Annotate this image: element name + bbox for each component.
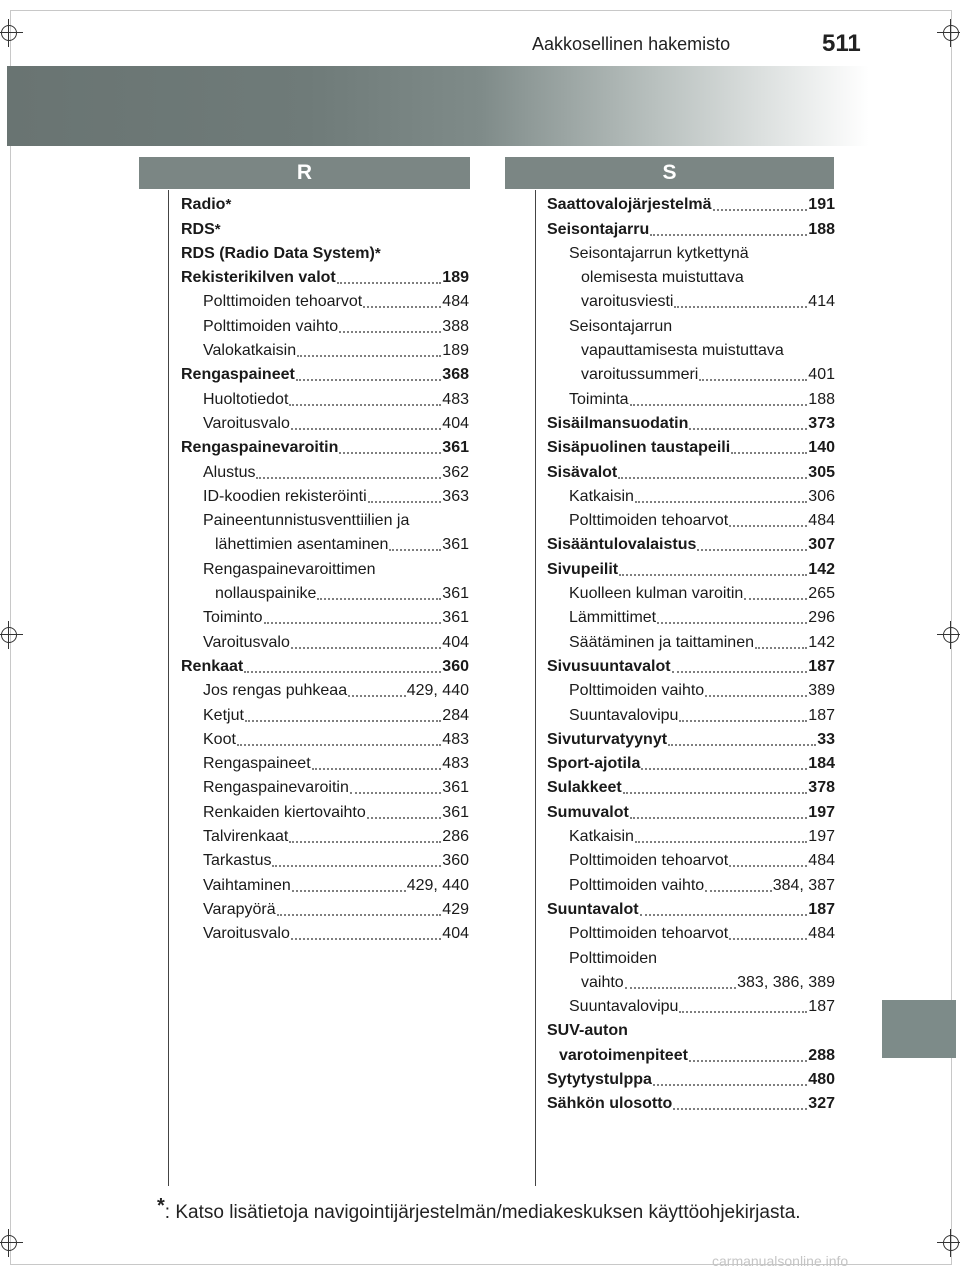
thumb-index-tab	[882, 1000, 956, 1058]
index-entry-term: Suuntavalot	[547, 900, 639, 918]
index-entry-page: 404	[442, 414, 469, 432]
index-entry-term: vaihto	[581, 973, 624, 991]
index-entry-term: Sulakkeet	[547, 779, 622, 797]
index-entry-page: 480	[808, 1070, 835, 1088]
index-entry-page: 361	[442, 803, 469, 821]
dot-leader	[337, 268, 442, 284]
index-entry-term: Sisääntulovalaistus	[547, 536, 697, 554]
index-entry-term: Varoitusvalo	[203, 414, 290, 432]
index-entry-term: Koot	[203, 730, 236, 748]
column-divider	[535, 190, 536, 1186]
index-entry-term: Polttimoiden	[569, 949, 658, 967]
index-entry	[547, 506, 835, 530]
index-entry	[547, 700, 835, 724]
index-entry	[547, 773, 835, 797]
index-entry-term: varoitussummeri	[581, 366, 699, 384]
index-entry	[547, 603, 835, 627]
index-entry-term: Valokatkaisin	[203, 342, 297, 360]
index-entry	[181, 797, 469, 821]
dot-leader	[292, 876, 406, 892]
index-entry	[181, 579, 469, 603]
dot-leader	[244, 657, 441, 673]
index-entry-page: 388	[442, 317, 469, 335]
index-entry-page: 361	[442, 609, 469, 627]
index-entry-page: 360	[442, 852, 469, 870]
index-entry-page: 383, 386, 389	[737, 973, 835, 991]
index-entry	[547, 263, 835, 287]
footnote-text: : Katso lisätietoja navigointijärjestelmän/mediakeskuksen käyttöohjekirjasta.	[164, 1202, 801, 1223]
index-entry	[181, 919, 469, 943]
dot-leader	[705, 876, 772, 892]
index-entry-page: 484	[808, 512, 835, 530]
index-entry-page: 483	[442, 390, 469, 408]
dot-leader	[653, 1070, 807, 1086]
index-entry-term: Saattovalojärjestelmä	[547, 196, 712, 214]
dot-leader	[705, 681, 807, 697]
dot-leader	[673, 1094, 807, 1110]
index-entry-term: Jos rengas puhkeaa	[203, 682, 348, 700]
index-entry	[181, 457, 469, 481]
index-entry-term: Sivusuuntavalot	[547, 657, 671, 675]
index-entry	[547, 360, 835, 384]
dot-leader	[368, 487, 442, 503]
index-entry-page: 362	[442, 463, 469, 481]
index-entry	[181, 870, 469, 894]
index-entry	[547, 1040, 835, 1064]
index-entry-term: Polttimoiden tehoarvot	[569, 512, 729, 530]
header-banner	[7, 66, 869, 146]
index-entry	[547, 725, 835, 749]
index-entry	[181, 749, 469, 773]
index-entry-term: Toiminta	[569, 390, 629, 408]
index-entry	[547, 1089, 835, 1113]
dot-leader	[668, 730, 816, 746]
index-entry	[547, 919, 835, 943]
index-entry-page: 373	[808, 414, 835, 432]
dot-leader	[296, 365, 441, 381]
index-entry-term: Katkaisin	[569, 828, 634, 846]
registration-mark-icon	[0, 22, 20, 44]
index-entry-page: 483	[442, 755, 469, 773]
index-entry	[547, 846, 835, 870]
index-entry-term: lähettimien asentaminen	[215, 536, 389, 554]
dot-leader	[729, 851, 807, 867]
footnote-marker: *	[374, 244, 381, 262]
index-entry-term: Paineentunnistusventtiilien ja	[203, 512, 410, 530]
index-entry	[181, 287, 469, 311]
index-entry-term: Talvirenkaat	[203, 828, 289, 846]
index-entry	[181, 895, 469, 919]
index-entry-term: Polttimoiden tehoarvot	[203, 293, 363, 311]
index-entry-page: 305	[808, 463, 835, 481]
dot-leader	[689, 414, 807, 430]
dot-leader	[729, 924, 807, 940]
index-entry	[547, 992, 835, 1016]
dot-leader	[291, 633, 441, 649]
index-entry-page: 188	[808, 390, 835, 408]
index-entry-term: vapauttamisesta muistuttava	[581, 342, 784, 360]
index-entry-page: 187	[808, 900, 835, 918]
index-entry-page: 404	[442, 925, 469, 943]
index-entry-term: Rengaspaineet	[181, 366, 295, 384]
index-entry	[547, 749, 835, 773]
index-entry-term: Rengaspainevaroittimen	[203, 560, 376, 578]
index-entry-term: Seisontajarrun	[569, 317, 673, 335]
index-entry-term: Varapyörä	[203, 900, 276, 918]
dot-leader	[729, 511, 807, 527]
index-entry-term: Varoitusvalo	[203, 633, 290, 651]
index-entry	[181, 530, 469, 554]
dot-leader	[630, 803, 808, 819]
index-entry-page: 188	[808, 220, 835, 238]
index-entry-page: 187	[808, 657, 835, 675]
index-entry-term: Lämmittimet	[569, 609, 657, 627]
dot-leader	[744, 584, 807, 600]
index-entry-term: Toiminto	[203, 609, 263, 627]
index-entry-term: Sähkön ulosotto	[547, 1095, 673, 1113]
index-entry	[547, 530, 835, 554]
dot-leader	[291, 924, 441, 940]
index-entry	[181, 214, 469, 238]
dot-leader	[657, 608, 807, 624]
dot-leader	[679, 706, 807, 722]
dot-leader	[291, 414, 441, 430]
index-entry	[547, 895, 835, 919]
index-entry-term: Säätäminen ja taittaminen	[569, 633, 754, 651]
index-entry	[547, 652, 835, 676]
dot-leader	[674, 292, 807, 308]
index-entry-term: Tarkastus	[203, 852, 272, 870]
index-entry-page: 378	[808, 779, 835, 797]
index-entry	[181, 263, 469, 287]
dot-leader	[277, 900, 442, 916]
index-entry-term: Alustus	[203, 463, 256, 481]
index-entry-page: 389	[808, 682, 835, 700]
index-entry	[547, 311, 835, 335]
dot-leader	[755, 633, 807, 649]
index-entry-term: ID-koodien rekisteröinti	[203, 487, 367, 505]
index-entry-page: 306	[808, 487, 835, 505]
index-entry-term: Rengaspainevaroitin	[181, 439, 339, 457]
section-title: Aakkosellinen hakemisto	[532, 34, 731, 54]
footnote-marker: *	[214, 220, 221, 238]
index-entry-term: RDS	[181, 220, 215, 238]
registration-mark-icon	[0, 624, 20, 646]
index-entry-term: RDS (Radio Data System)	[181, 244, 375, 262]
index-entry-term: Huoltotiedot	[203, 390, 289, 408]
index-entry-term: Vaihtaminen	[203, 876, 291, 894]
index-entry	[547, 433, 835, 457]
index-entry-page: 189	[442, 342, 469, 360]
dot-leader	[679, 997, 807, 1013]
index-entry-page: 191	[808, 196, 835, 214]
index-entry-term: Rengaspainevaroitin	[203, 779, 349, 797]
dot-leader	[297, 341, 441, 357]
index-entry-page: 296	[808, 609, 835, 627]
index-entry-term: Sivuturvatyynyt	[547, 730, 668, 748]
index-entry-term: Polttimoiden vaihto	[569, 876, 705, 894]
index-entry-term: Ketjut	[203, 706, 244, 724]
index-entry	[547, 239, 835, 263]
dot-leader	[289, 390, 441, 406]
index-entry	[181, 360, 469, 384]
column-header-s: S	[505, 157, 834, 189]
index-entry-term: Sumuvalot	[547, 803, 629, 821]
index-entry	[181, 433, 469, 457]
index-entry	[181, 554, 469, 578]
index-entry	[547, 1016, 835, 1040]
dot-leader	[623, 778, 808, 794]
dot-leader	[630, 390, 808, 406]
dot-leader	[618, 463, 807, 479]
dot-leader	[389, 535, 441, 551]
dot-leader	[256, 463, 441, 479]
index-entry-page: 288	[808, 1046, 835, 1064]
dot-leader	[237, 730, 441, 746]
index-entry-page: 307	[808, 536, 835, 554]
index-entry	[547, 943, 835, 967]
index-entry	[181, 627, 469, 651]
index-entry-term: Suuntavalovipu	[569, 706, 679, 724]
index-entry-term: Sisäilmansuodatin	[547, 414, 689, 432]
index-entry-term: Seisontajarru	[547, 220, 650, 238]
dot-leader	[348, 681, 406, 697]
index-entry-term: varotoimenpiteet	[559, 1046, 688, 1064]
dot-leader	[312, 754, 442, 770]
index-entry	[547, 287, 835, 311]
index-entry	[181, 603, 469, 627]
footnote-star: *	[157, 1195, 165, 1217]
index-entry	[547, 384, 835, 408]
dot-leader	[650, 220, 807, 236]
dot-leader	[289, 827, 441, 843]
index-entry-term: Renkaat	[181, 657, 244, 675]
dot-leader	[619, 560, 807, 576]
index-entry	[181, 384, 469, 408]
dot-leader	[635, 487, 807, 503]
dot-leader	[699, 365, 807, 381]
column-header-r: R	[139, 157, 470, 189]
index-entry	[547, 822, 835, 846]
index-entry-page: 187	[808, 706, 835, 724]
dot-leader	[641, 754, 807, 770]
index-entry	[547, 457, 835, 481]
dot-leader	[272, 851, 441, 867]
index-entry	[547, 336, 835, 360]
index-entry-page: 429	[442, 900, 469, 918]
index-entry-term: Sisäpuolinen taustapeili	[547, 439, 731, 457]
index-entry-page: 284	[442, 706, 469, 724]
index-entry	[181, 773, 469, 797]
index-entry	[547, 968, 835, 992]
index-entry-page: 484	[808, 852, 835, 870]
index-entry-term: SUV-auton	[547, 1022, 628, 1040]
dot-leader	[713, 195, 808, 211]
dot-leader	[363, 292, 441, 308]
index-entry-term: Varoitusvalo	[203, 925, 290, 943]
footnote-marker: *	[225, 196, 232, 214]
index-entry	[181, 676, 469, 700]
index-entry-page: 368	[442, 366, 469, 384]
index-entry	[181, 311, 469, 335]
index-entry	[181, 482, 469, 506]
dot-leader	[635, 827, 807, 843]
index-entry-term: Sisävalot	[547, 463, 618, 481]
index-entry-term: Kuolleen kulman varoitin	[569, 585, 744, 603]
dot-leader	[350, 778, 441, 794]
index-entry	[547, 482, 835, 506]
index-entry	[547, 870, 835, 894]
index-entry-page: 361	[442, 779, 469, 797]
index-entry-term: Polttimoiden vaihto	[569, 682, 705, 700]
index-entry	[181, 506, 469, 530]
index-entry-page: 187	[808, 998, 835, 1016]
registration-mark-icon	[940, 22, 960, 44]
index-entry	[181, 846, 469, 870]
index-entry-term: Renkaiden kiertovaihto	[203, 803, 366, 821]
index-entry-term: varoitusviesti	[581, 293, 674, 311]
index-entry-term: Polttimoiden tehoarvot	[569, 852, 729, 870]
index-entry-page: 361	[442, 585, 469, 603]
dot-leader	[339, 317, 441, 333]
index-entry	[547, 627, 835, 651]
index-entry	[547, 579, 835, 603]
index-entry-term: Sivupeilit	[547, 560, 619, 578]
dot-leader	[672, 657, 808, 673]
registration-mark-icon	[940, 624, 960, 646]
index-entry-page: 361	[442, 536, 469, 554]
index-entry-page: 360	[442, 657, 469, 675]
index-entry-page: 401	[808, 366, 835, 384]
index-entry-page: 265	[808, 585, 835, 603]
footnote	[157, 1195, 801, 1224]
page-number: 511	[822, 30, 861, 57]
index-entry-page: 484	[442, 293, 469, 311]
index-entry-page: 429, 440	[406, 876, 469, 894]
index-entry	[547, 190, 835, 214]
index-entry-page: 142	[808, 560, 835, 578]
watermark: carmanualsonline.info	[712, 1253, 849, 1269]
index-entry	[547, 1065, 835, 1089]
index-entry-page: 286	[442, 828, 469, 846]
index-entry	[547, 554, 835, 578]
index-entry	[181, 409, 469, 433]
index-entry-term: Polttimoiden tehoarvot	[569, 925, 729, 943]
index-entry-page: 33	[817, 730, 835, 748]
index-entry-page: 363	[442, 487, 469, 505]
index-entry-page: 414	[808, 293, 835, 311]
dot-leader	[264, 608, 442, 624]
index-entry-page: 142	[808, 633, 835, 651]
dot-leader	[689, 1046, 807, 1062]
dot-leader	[625, 973, 736, 989]
index-column-s	[547, 190, 835, 1113]
dot-leader	[367, 803, 442, 819]
index-entry-page: 361	[442, 439, 469, 457]
index-entry	[181, 336, 469, 360]
column-divider	[168, 190, 169, 1186]
index-entry-page: 429, 440	[406, 682, 469, 700]
index-entry-term: Katkaisin	[569, 487, 634, 505]
dot-leader	[731, 438, 807, 454]
index-entry-page: 327	[808, 1095, 835, 1113]
index-entry	[181, 190, 469, 214]
index-entry	[181, 652, 469, 676]
index-entry	[547, 676, 835, 700]
dot-leader	[697, 535, 807, 551]
index-entry-page: 197	[808, 828, 835, 846]
index-column-r	[181, 190, 469, 943]
index-entry-page: 189	[442, 269, 469, 287]
index-entry	[181, 725, 469, 749]
index-entry-page: 483	[442, 730, 469, 748]
index-entry-page: 140	[808, 439, 835, 457]
dot-leader	[640, 900, 808, 916]
index-entry	[181, 700, 469, 724]
index-entry-term: Radio	[181, 196, 226, 214]
index-entry	[547, 797, 835, 821]
index-entry	[547, 409, 835, 433]
index-entry	[181, 239, 469, 263]
index-entry-page: 184	[808, 755, 835, 773]
index-entry-page: 384, 387	[772, 876, 835, 894]
dot-leader	[317, 584, 441, 600]
registration-mark-icon	[0, 1232, 20, 1254]
index-entry-term: olemisesta muistuttava	[581, 269, 744, 287]
index-entry	[181, 822, 469, 846]
index-entry-page: 484	[808, 925, 835, 943]
dot-leader	[339, 438, 441, 454]
index-entry-page: 404	[442, 633, 469, 651]
index-entry-page: 197	[808, 803, 835, 821]
index-entry-term: Sytytystulppa	[547, 1070, 652, 1088]
index-entry-term: Rengaspaineet	[203, 755, 311, 773]
index-entry-term: Sport-ajotila	[547, 755, 641, 773]
registration-mark-icon	[940, 1232, 960, 1254]
index-entry	[547, 214, 835, 238]
index-entry-term: Suuntavalovipu	[569, 998, 679, 1016]
index-entry-term: nollauspainike	[215, 585, 317, 603]
index-entry-term: Rekisterikilven valot	[181, 269, 336, 287]
index-entry-term: Polttimoiden vaihto	[203, 317, 339, 335]
dot-leader	[245, 706, 441, 722]
index-entry-term: Seisontajarrun kytkettynä	[569, 244, 749, 262]
